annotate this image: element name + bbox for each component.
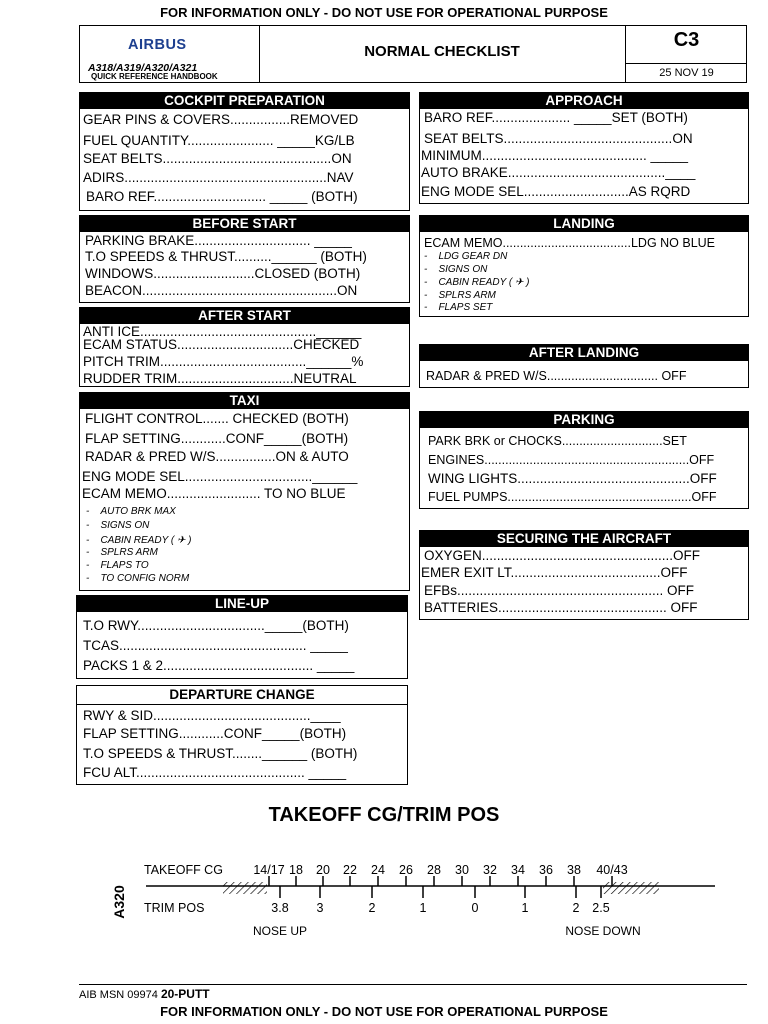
memo-subitem-label: FLAPS SET [438, 302, 493, 313]
checklist-item: RADAR & PRED W/S................................ OFF [426, 369, 687, 383]
memo-subitem-label: CABIN READY ( ✈ ) [100, 535, 192, 546]
nose-up-label: NOSE UP [252, 924, 308, 938]
section-title: TAXI [80, 393, 409, 409]
memo-subitem: - TO CONFIG NORM [86, 573, 190, 584]
checklist-item: PARK BRK or CHOCKS.............................SET [428, 434, 687, 448]
memo-subitem: - CABIN READY ( ✈ ) [424, 277, 530, 288]
checklist-item: BARO REF.............................. _____ (BOTH) [86, 189, 358, 204]
footer-msn-label: AIB MSN 09974 [79, 989, 158, 1001]
checklist-item: FUEL PUMPS.....................................................OFF [428, 490, 717, 504]
section-title: PARKING [420, 412, 748, 428]
cg-tick-label: 24 [371, 863, 385, 877]
cg-tick-label: 32 [483, 863, 497, 877]
checklist-item: TCAS.................................................. _____ [83, 638, 348, 653]
memo-subitem-label: SIGNS ON [438, 264, 488, 275]
parking-section [419, 411, 749, 509]
footer-rule [79, 984, 747, 985]
memo-subitem: - CABIN READY ( ✈ ) [86, 535, 192, 546]
memo-subitem: - SPLRS ARM [424, 290, 496, 301]
checklist-item: ENG MODE SEL............................AS RQRD [421, 184, 691, 199]
section-title: BEFORE START [80, 216, 409, 232]
trim-tick-label: 3.8 [271, 901, 289, 915]
cg-tick-label: 14/17 [253, 863, 285, 877]
checklist-item: ECAM MEMO......................... TO NO BLUE [82, 486, 346, 501]
after-start-section [79, 307, 410, 387]
nose-down-label: NOSE DOWN [565, 924, 641, 938]
checklist-item: BEACON....................................................ON [85, 283, 358, 298]
cg-tick-label: 36 [539, 863, 553, 877]
checklist-item: OXYGEN...................................................OFF [424, 548, 701, 563]
memo-subitem-label: LDG GEAR DN [438, 251, 508, 262]
after-landing-section [419, 344, 749, 388]
checklist-item: BARO REF..................... _____SET (BOTH) [424, 110, 688, 125]
header-code-cell [625, 26, 747, 82]
checklist-item: ANTI ICE...............................................______ [83, 324, 362, 339]
cg-tick-label: 34 [511, 863, 525, 877]
checklist-item: PITCH TRIM.......................................______% [83, 354, 364, 369]
checklist-item: FCU ALT............................................. _____ [83, 765, 347, 780]
trim-tick-label: 2 [368, 901, 376, 915]
checklist-item: PARKING BRAKE............................... _____ [85, 233, 352, 248]
departure-change-section [76, 685, 408, 785]
checklist-item: ENGINES...........................................................OFF [428, 453, 715, 467]
cg-tick-label: 20 [316, 863, 330, 877]
checklist-item: EMER EXIT LT........................................OFF [421, 565, 688, 580]
section-title: APPROACH [420, 93, 748, 109]
page-code: C3 [673, 29, 700, 51]
checklist-item: T.O RWY.................................._____(BOTH) [83, 618, 349, 633]
cg-tick-label: 38 [567, 863, 581, 877]
securing-aircraft-section [419, 530, 749, 620]
memo-subitem: - FLAPS SET [424, 302, 493, 313]
trim-row-label: TRIM POS [144, 901, 205, 915]
section-title: AFTER LANDING [420, 345, 748, 361]
section-title: COCKPIT PREPARATION [80, 93, 409, 109]
footer-msn [79, 987, 210, 1001]
checklist-item: T.O SPEEDS & THRUST..........______ (BOTH) [85, 249, 367, 264]
checklist-item: ECAM STATUS...............................CHECKED [83, 337, 360, 352]
airbus-logo: AIRBUS [128, 37, 187, 53]
checklist-item: SEAT BELTS.............................................ON [424, 131, 693, 146]
trim-tick-label: 2 [572, 901, 580, 915]
cg-tick-label: 28 [427, 863, 441, 877]
cg-tick-label: 26 [399, 863, 413, 877]
memo-subitem-label: FLAPS TO [100, 560, 149, 571]
memo-subitem: - SIGNS ON [86, 520, 150, 531]
checklist-item: BATTERIES............................................. OFF [424, 600, 698, 615]
memo-subitem-label: AUTO BRK MAX [100, 506, 176, 517]
memo-subitem-label: TO CONFIG NORM [100, 573, 190, 584]
handbook-label: QUICK REFERENCE HANDBOOK [91, 72, 218, 81]
trim-scale-diagram [0, 840, 768, 950]
checklist-item: EFBs....................................................... OFF [424, 583, 695, 598]
section-title: LANDING [420, 216, 748, 232]
memo-subitem-label: SPLRS ARM [438, 290, 496, 301]
memo-subitem: - AUTO BRK MAX [86, 506, 176, 517]
checklist-item: RWY & SID..........................................____ [83, 708, 341, 723]
header-logo-cell [80, 26, 260, 82]
checklist-item: WINDOWS...........................CLOSED (BOTH) [85, 266, 361, 281]
checklist-item: FLAP SETTING............CONF_____(BOTH) [85, 431, 349, 446]
taxi-section [79, 392, 410, 591]
memo-subitem-label: SIGNS ON [100, 520, 150, 531]
checklist-item: AUTO BRAKE..........................................____ [421, 165, 696, 180]
aircraft-label: A320 [111, 885, 127, 919]
trim-chart-title: TAKEOFF CG/TRIM POS [268, 804, 500, 826]
checklist-item: RADAR & PRED W/S................ON & AUTO [85, 449, 349, 464]
header-box [79, 25, 747, 83]
cg-tick-label: 40/43 [596, 863, 628, 877]
checklist-item: FUEL QUANTITY....................... _____KG/LB [83, 133, 355, 148]
section-title: SECURING THE AIRCRAFT [420, 531, 748, 547]
footer-warning: FOR INFORMATION ONLY - DO NOT USE FOR OPERATIONAL PURPOSE [160, 1004, 608, 1019]
landing-section [419, 215, 749, 317]
cockpit-preparation-section [79, 92, 410, 211]
checklist-item: GEAR PINS & COVERS................REMOVED [83, 112, 359, 127]
memo-subitem-label: SPLRS ARM [100, 547, 158, 558]
checklist-item: WING LIGHTS..............................................OFF [428, 471, 717, 486]
revision-date: 25 NOV 19 [626, 63, 747, 79]
aircraft-models: A318/A319/A320/A321 [88, 62, 198, 74]
trim-tick-label: 2.5 [592, 901, 610, 915]
checklist-item: PACKS 1 & 2........................................ _____ [83, 658, 355, 673]
cg-row-label: TAKEOFF CG [144, 863, 223, 877]
checklist-item: ECAM MEMO.....................................LDG NO BLUE [424, 236, 716, 250]
memo-subitem: - LDG GEAR DN [424, 251, 508, 262]
checklist-item: ADIRS......................................................NAV [83, 170, 354, 185]
trim-tick-label: 0 [471, 901, 479, 915]
memo-subitem: - SIGNS ON [424, 264, 488, 275]
page-title: NORMAL CHECKLIST [364, 43, 520, 60]
checklist-item: FLAP SETTING............CONF_____(BOTH) [83, 726, 347, 741]
trim-tick-label: 3 [316, 901, 324, 915]
memo-subitem: - FLAPS TO [86, 560, 149, 571]
before-start-section [79, 215, 410, 303]
trim-tick-label: 1 [419, 901, 427, 915]
footer-code: 20-PUTT [160, 987, 210, 1001]
cg-tick-label: 18 [289, 863, 303, 877]
cg-tick-label: 30 [455, 863, 469, 877]
checklist-item: ENG MODE SEL..................................______ [82, 469, 358, 484]
trim-tick-label: 1 [521, 901, 529, 915]
header-warning: FOR INFORMATION ONLY - DO NOT USE FOR OPERATIONAL PURPOSE [160, 5, 608, 20]
approach-section [419, 92, 749, 204]
checklist-item: SEAT BELTS.............................................ON [83, 151, 352, 166]
section-title: DEPARTURE CHANGE [77, 686, 407, 705]
checklist-item: T.O SPEEDS & THRUST........______ (BOTH) [83, 746, 358, 761]
checklist-item: FLIGHT CONTROL....... CHECKED (BOTH) [85, 411, 349, 426]
checklist-item: MINIMUM............................................ _____ [421, 148, 689, 163]
forward-limit-hatch [223, 882, 267, 894]
checklist-item: RUDDER TRIM...............................NEUTRAL [83, 371, 357, 386]
section-title: AFTER START [80, 308, 409, 324]
section-title: LINE-UP [77, 596, 407, 612]
line-up-section [76, 595, 408, 679]
cg-tick-label: 22 [343, 863, 357, 877]
memo-subitem: - SPLRS ARM [86, 547, 158, 558]
memo-subitem-label: CABIN READY ( ✈ ) [438, 277, 530, 288]
